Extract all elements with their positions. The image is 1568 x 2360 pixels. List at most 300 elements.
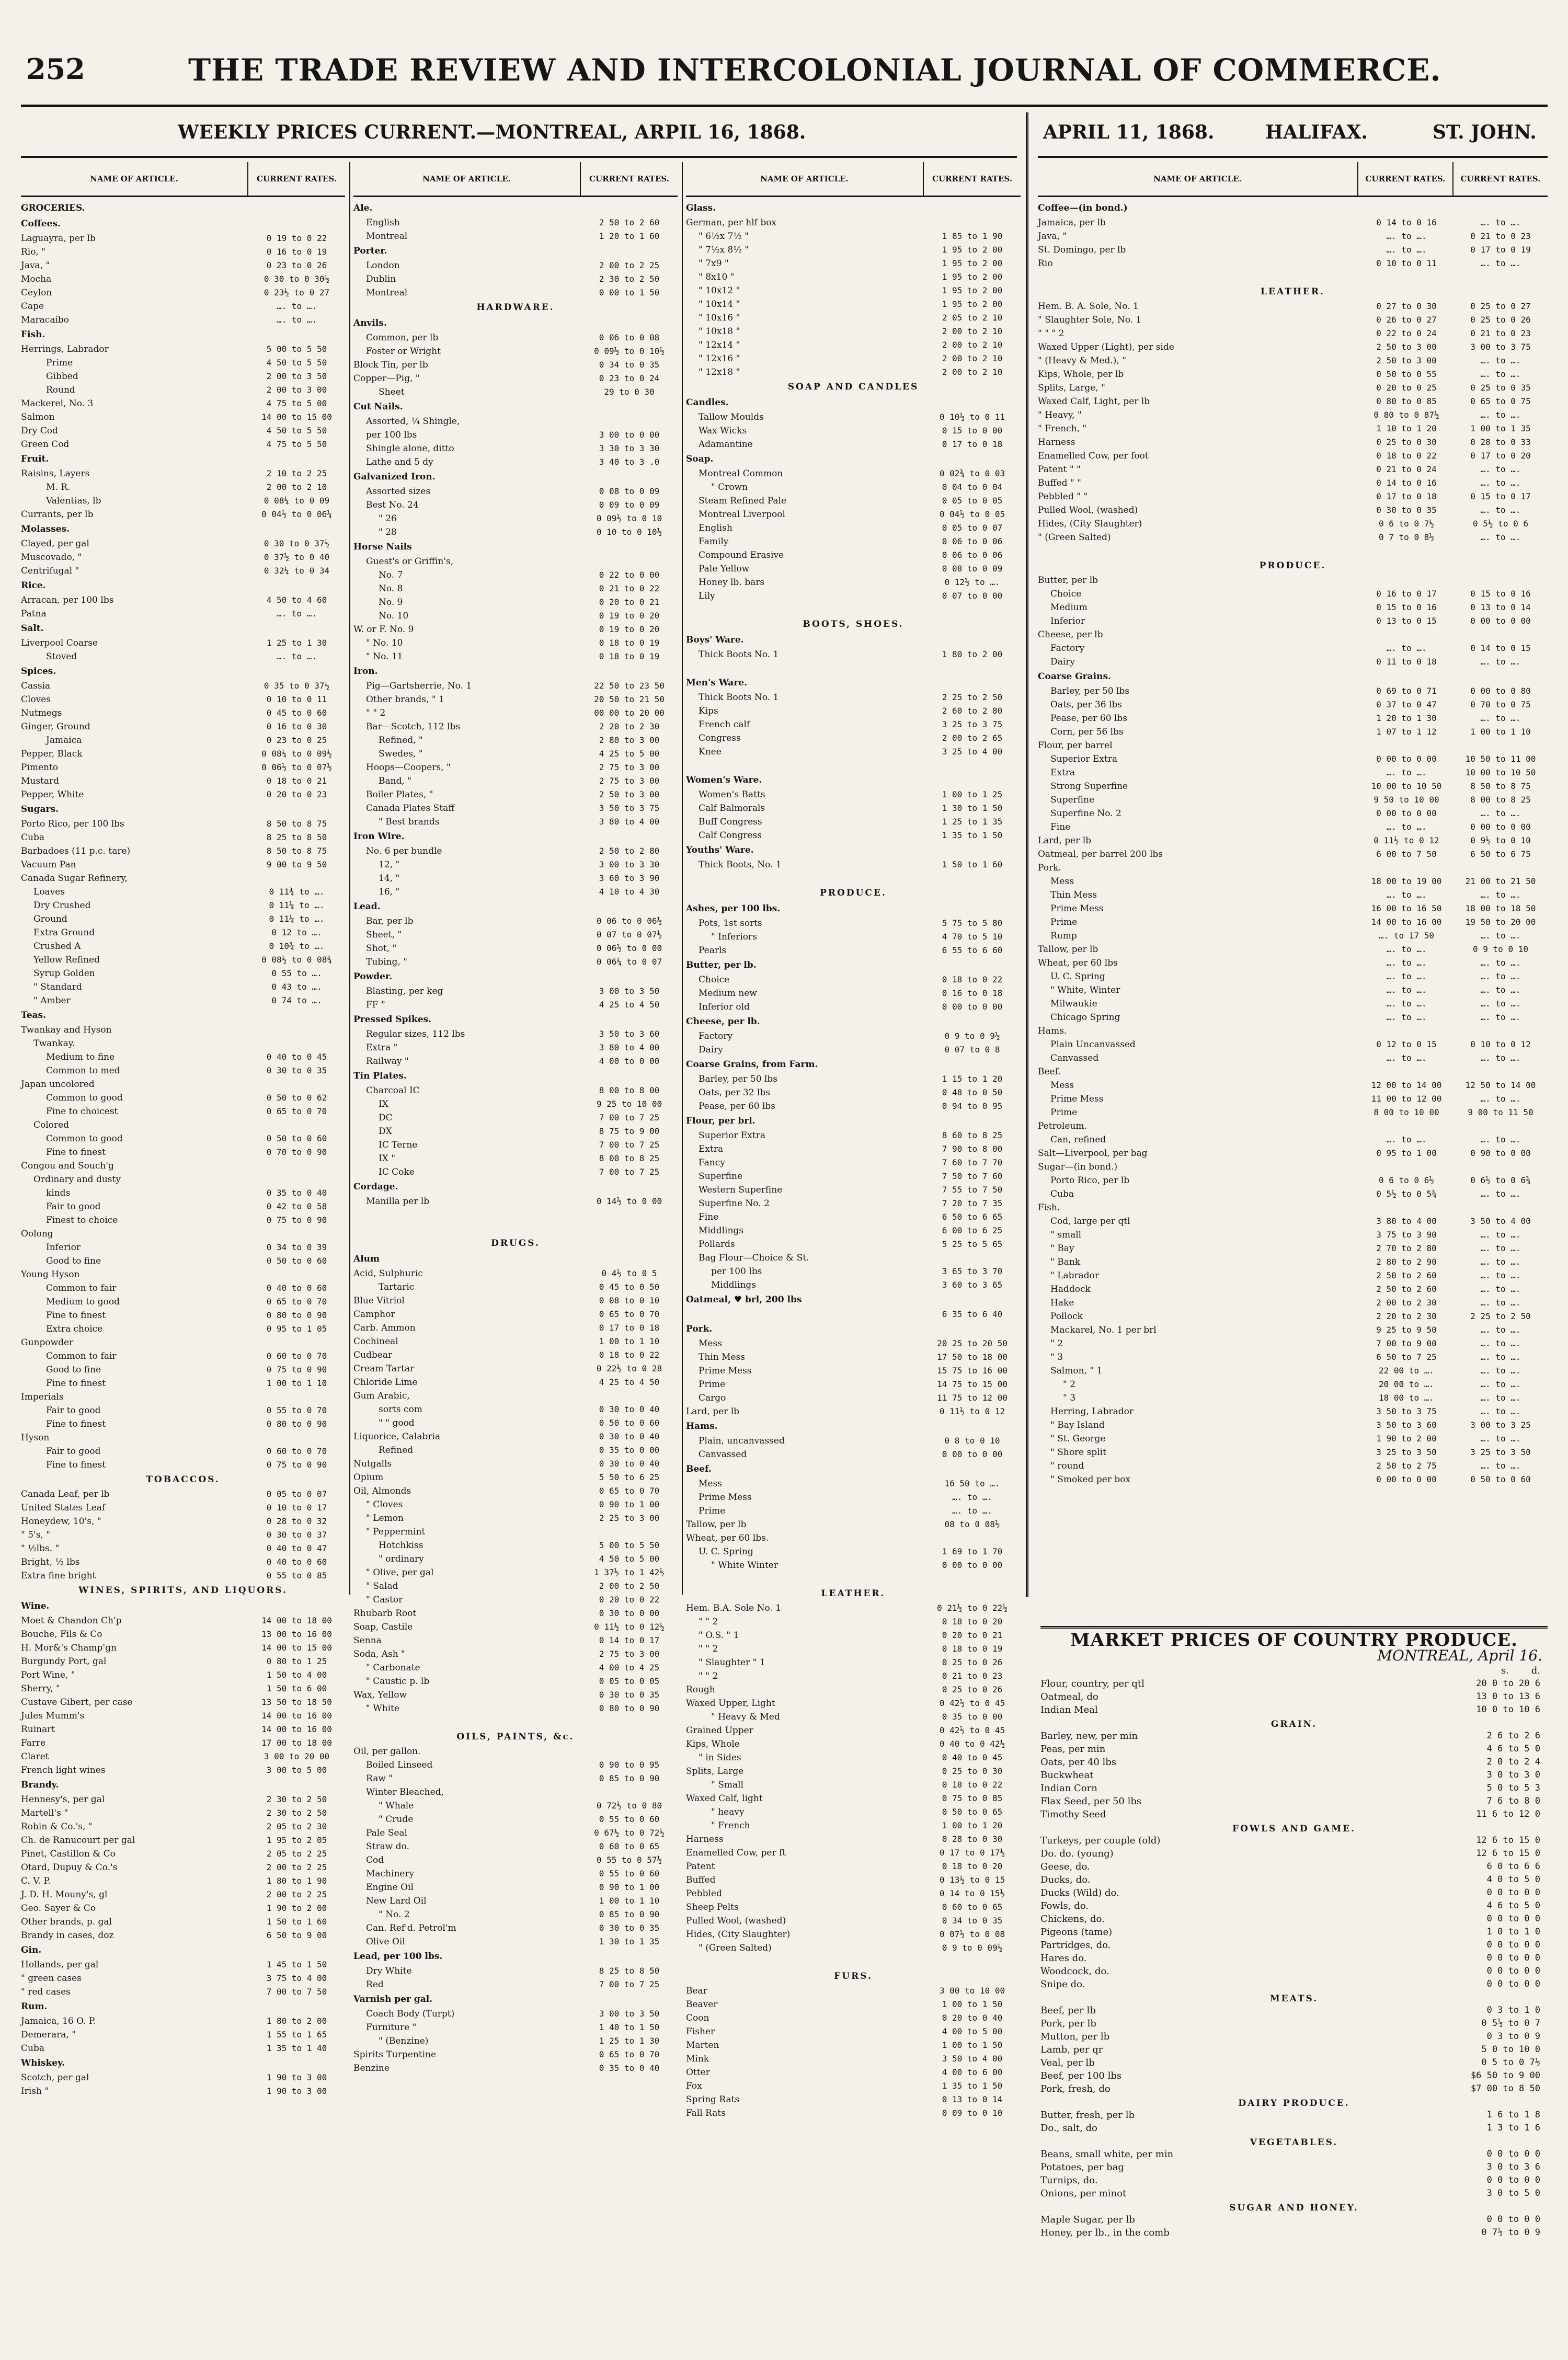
st-john-rate: …. to ….: [1480, 1366, 1521, 1376]
article-name: Barley, per 50 lbs: [699, 1074, 777, 1084]
current-rate: 0 50 to 0 60: [266, 1256, 327, 1266]
halifax-rate: 0 00 to 0 00: [1376, 808, 1437, 818]
current-rate: 4 10 to 4 30: [599, 887, 660, 897]
section-heading: Women's Ware.: [686, 775, 762, 785]
current-rate: 1 85 to 1 90: [942, 231, 1003, 241]
article-name: Lard, per lb: [1038, 835, 1092, 846]
current-rate: 0 42 to 0 58: [266, 1201, 327, 1211]
current-rate: 0 10 to 0 17: [266, 1503, 327, 1513]
price-row: [1038, 752, 1548, 766]
st-john-rate: …. to ….: [1480, 713, 1521, 723]
article-name: Pebbled " ": [1038, 491, 1088, 502]
article-name: Dry Crushed: [33, 900, 91, 911]
current-rate: 5 25 to 5 65: [942, 1239, 1003, 1249]
current-rate: 0 70 to 0 90: [266, 1147, 327, 1157]
article-name: " Whale: [379, 1801, 414, 1811]
st-john-rate: …. to ….: [1480, 1338, 1521, 1348]
price-row: [353, 1881, 678, 1894]
price-row: [353, 858, 678, 872]
article-name: " Amber: [33, 995, 71, 1006]
current-rate: 4 75 to 5 00: [266, 398, 327, 408]
current-rate: 0 55 to 0 60: [599, 1869, 660, 1878]
price-row: [686, 1792, 1021, 1805]
article-name: Irish ": [21, 2086, 49, 2096]
price-row: [353, 1084, 678, 1097]
price-row: [353, 2061, 678, 2075]
current-rate: 0 10 to 0 10½: [596, 527, 662, 537]
current-rate: 0 06½ to 0 07½: [261, 762, 332, 772]
article-name: W. or F. No. 9: [353, 624, 414, 635]
market-price-row: [1040, 2109, 1548, 2122]
price-row: [686, 1778, 1021, 1792]
article-name: Inferior: [46, 1242, 81, 1253]
article-name: Montreal: [366, 288, 408, 298]
article-name: " 10x18 ": [699, 326, 740, 337]
price-row: [353, 1607, 678, 1620]
price-row: [686, 973, 1021, 987]
price-row: [21, 1159, 345, 1173]
current-rate: 0 23 to 0 25: [266, 735, 327, 745]
current-rate: 0 32¼ to 0 34: [264, 566, 330, 576]
article-name: Acid, Sulphuric: [353, 1268, 423, 1279]
article-name: " (Heavy & Med.), ": [1038, 356, 1127, 366]
article-name: Grained Upper: [686, 1725, 753, 1736]
price-row: [686, 944, 1021, 957]
article-name: Can, refined: [1050, 1135, 1106, 1145]
price-row: [1038, 943, 1548, 956]
price-row: [21, 1750, 345, 1763]
price-row: [21, 1655, 345, 1668]
price-range: 2 0 to 2 4: [1486, 1757, 1540, 1767]
market-price-row: [1040, 1769, 1548, 1782]
current-rate: 0 45 to 0 50: [599, 1282, 660, 1292]
current-rate: 2 00 to 2 10: [942, 326, 1003, 336]
section-heading: OILS, PAINTS, &c.: [456, 1732, 575, 1742]
article-name: Herrings, Labrador: [21, 344, 109, 354]
current-rate: 0 37½ to 0 40: [264, 552, 330, 562]
article-name: " 12x14 ": [699, 340, 740, 350]
price-row: [1038, 449, 1548, 463]
article-name: Cuba: [1050, 1189, 1074, 1199]
current-rate: 0 55 to 0 70: [266, 1405, 327, 1415]
article-name: " White, Winter: [1050, 985, 1120, 995]
current-rate: 0 34 to 0 39: [266, 1242, 327, 1252]
article-name: Fine to choicest: [46, 1106, 118, 1117]
price-row: [686, 1337, 1021, 1350]
article-name: Corn, per 56 lbs: [1050, 727, 1124, 737]
price-row: [1038, 368, 1548, 381]
article-name: Mess: [699, 1338, 722, 1349]
article-name: " 10x16 ": [699, 313, 740, 323]
price-row: [21, 1078, 345, 1091]
price-row: [353, 928, 678, 942]
price-row: [1038, 1255, 1548, 1269]
article-name: Otter: [686, 2067, 710, 2078]
halifax-rate: 3 50 to 3 60: [1376, 1420, 1437, 1430]
current-rate: …. to ….: [952, 1492, 993, 1502]
name-header: NAME OF ARTICLE.: [90, 174, 178, 184]
article-name: Prime: [46, 358, 73, 368]
current-rate: 0 14 to 0 17: [599, 1635, 660, 1645]
article-name: Jamaica, 16 O. P.: [21, 2016, 96, 2026]
section-heading: Rum.: [21, 2001, 48, 2012]
st-john-rate: …. to ….: [1480, 464, 1521, 474]
article-name: " red cases: [21, 1987, 71, 1997]
st-john-rate: 1 00 to 1 35: [1470, 423, 1531, 433]
article-name: Milwaukie: [1050, 999, 1097, 1009]
section-heading: PRODUCE.: [820, 888, 887, 898]
article-name: Nutmegs: [21, 708, 62, 718]
article-name: Blue Vitriol: [353, 1296, 405, 1306]
article-name: Hides, (City Slaughter): [1038, 519, 1142, 529]
current-rate: 3 40 to 3 .0: [599, 457, 660, 467]
article-name: Young Hyson: [21, 1269, 80, 1280]
article-name: " " 2: [366, 708, 386, 718]
st-john-rate: 3 50 to 4 00: [1470, 1216, 1531, 1226]
price-row: [1038, 698, 1548, 712]
article-name: " 12x16 ": [699, 353, 740, 364]
halifax-rate: 0 00 to 0 00: [1376, 754, 1437, 764]
article-name: Buff Congress: [699, 817, 762, 827]
halifax-rate: 22 00 to ….: [1379, 1366, 1434, 1376]
article-name: Waxed Upper, Light: [686, 1698, 775, 1709]
price-row: [686, 691, 1021, 704]
price-row: [1038, 574, 1548, 587]
st-john-rate: 19 50 to 20 00: [1465, 917, 1536, 927]
price-row: [353, 1525, 678, 1539]
article-name: Good to fine: [46, 1365, 101, 1375]
price-row: [686, 548, 1021, 562]
st-john-rate: 0 5½ to 0 6: [1473, 519, 1528, 529]
price-range: $7 00 to 8 50: [1470, 2083, 1540, 2094]
halifax-rate: 0 26 to 0 27: [1376, 315, 1437, 325]
price-row: [686, 2025, 1021, 2038]
price-row: [1038, 463, 1548, 476]
current-rate: 0 07 to 0 07½: [596, 930, 662, 940]
halifax-rate: 3 75 to 3 90: [1376, 1230, 1437, 1240]
price-row: [353, 385, 678, 399]
article-name: Kips, Whole: [686, 1739, 740, 1749]
current-rate: 0 75 to 0 90: [266, 1215, 327, 1225]
section-heading: Brandy.: [21, 1780, 59, 1790]
price-row: [21, 1281, 345, 1295]
current-rate: 0 25 to 0 26: [942, 1685, 1003, 1694]
article-name: " O.S. " 1: [699, 1630, 739, 1641]
price-row: [1038, 807, 1548, 820]
price-row: [21, 1614, 345, 1628]
current-rate: 0 05 to 0 05: [942, 496, 1003, 506]
current-rate: 2 50 to 2 60: [599, 217, 660, 227]
price-row: [686, 2079, 1021, 2093]
price-row: [21, 1985, 345, 1999]
price-row: [21, 1542, 345, 1555]
current-rate: 4 00 to 5 00: [942, 2026, 1003, 2036]
halifax-rate: 0 11½ to 0 12: [1374, 835, 1439, 845]
article-name: Hares do.: [1040, 1953, 1087, 1964]
price-row: [1038, 956, 1548, 970]
article-name: Pebbled: [686, 1888, 722, 1899]
price-row: [686, 858, 1021, 872]
price-row: [686, 508, 1021, 521]
st-john-rate: 3 25 to 3 50: [1470, 1447, 1531, 1457]
article-name: " Shore split: [1050, 1447, 1106, 1458]
price-row: [686, 365, 1021, 379]
article-name: Gum Arabic,: [353, 1391, 410, 1401]
price-row: [353, 1758, 678, 1772]
current-rate: 0 10 to 0 11: [266, 694, 327, 704]
st-john-rate: 0 9 to 0 10: [1473, 944, 1528, 954]
price-range: 3 0 to 5 0: [1486, 2188, 1540, 2198]
article-name: " 8x10 ": [699, 272, 735, 282]
price-row: [686, 338, 1021, 352]
price-row: [1038, 1187, 1548, 1201]
article-name: Superfine No. 2: [699, 1198, 770, 1209]
current-rate: 1 95 to 2 00: [942, 258, 1003, 268]
current-rate: 0 30 to 0 37½: [264, 539, 330, 548]
price-row: [686, 352, 1021, 365]
current-rate: 3 00 to 3 50: [599, 2009, 660, 2019]
halifax-rate: 2 50 to 2 60: [1376, 1270, 1437, 1280]
current-rate: 0 05 to 0 07: [942, 523, 1003, 533]
article-name: Lamb, per qr: [1040, 2044, 1103, 2055]
article-name: Beef, per lb: [1040, 2005, 1096, 2016]
price-row: [353, 1416, 678, 1430]
current-rate: 0 21½ to 0 22½: [937, 1603, 1008, 1613]
price-row: [686, 1941, 1021, 1955]
price-row: [353, 1125, 678, 1138]
article-name: Salt—Liverpool, per bag: [1038, 1148, 1148, 1159]
price-row: [353, 555, 678, 568]
article-name: Mink: [686, 2054, 709, 2064]
price-row: [353, 1661, 678, 1675]
price-row: [353, 1498, 678, 1511]
current-rate: 2 80 to 3 00: [599, 735, 660, 745]
article-name: Hyson: [21, 1433, 50, 1443]
article-name: Buckwheat: [1040, 1770, 1094, 1781]
current-rate: 1 00 to 1 10: [599, 1336, 660, 1346]
halifax-rate: 20 00 to ….: [1379, 1379, 1434, 1389]
article-name: Cuba: [21, 832, 44, 843]
price-row: [21, 650, 345, 663]
article-name: Cargo: [699, 1393, 726, 1403]
current-rate: 7 60 to 7 70: [942, 1158, 1003, 1167]
price-row: [353, 955, 678, 969]
price-row: [21, 720, 345, 734]
article-name: Pulled Wool, (washed): [1038, 505, 1138, 515]
current-rate: 0 75 to 0 90: [266, 1365, 327, 1374]
current-rate: 3 75 to 4 00: [266, 1973, 327, 1983]
price-row: [1038, 422, 1548, 436]
article-name: Raw ": [366, 1773, 393, 1784]
section-heading: Salt.: [21, 623, 44, 634]
price-row: [21, 1037, 345, 1050]
current-rate: 0 28 to 0 30: [942, 1834, 1003, 1844]
st-john-rate: …. to ….: [1480, 1230, 1521, 1240]
current-rate: 1 30 to 1 50: [942, 803, 1003, 813]
section-heading: Coarse Grains.: [1038, 671, 1111, 682]
article-name: per 100 lbs: [366, 430, 417, 440]
article-name: Wax, Yellow: [353, 1690, 407, 1700]
section-heading: Coffees.: [21, 219, 61, 229]
article-name: Fine to finest: [46, 1147, 106, 1158]
current-rate: 1 69 to 1 70: [942, 1546, 1003, 1556]
article-name: Tallow, per lb: [1038, 944, 1098, 955]
article-name: Muscovado, ": [21, 552, 82, 563]
article-name: Thin Mess: [1050, 890, 1097, 900]
article-name: Ch. de Ranucourt per gal: [21, 1835, 135, 1846]
price-row: [353, 1620, 678, 1634]
current-rate: 0 04½ to 0 05: [939, 509, 1005, 519]
price-row: [353, 259, 678, 272]
price-row: [1038, 408, 1548, 422]
article-name: Refined, ": [379, 735, 423, 746]
price-row: [686, 1434, 1021, 1448]
article-name: Other brands, p. gal: [21, 1917, 112, 1927]
price-row: [21, 1268, 345, 1281]
section-heading: Boys' Ware.: [686, 635, 744, 645]
halifax-rate: 8 00 to 10 00: [1374, 1107, 1439, 1117]
article-name: Imperials: [21, 1392, 64, 1402]
price-row: [1038, 1092, 1548, 1106]
st-john-rate: 0 50 to 0 60: [1470, 1474, 1531, 1484]
halifax-rate: 0 00 to 0 00: [1376, 1474, 1437, 1484]
price-row: [353, 1539, 678, 1552]
price-row: [21, 551, 345, 564]
current-rate: 1 00 to 1 25: [942, 789, 1003, 799]
price-row: [686, 2093, 1021, 2106]
price-row: [353, 747, 678, 761]
section-heading: FURS.: [834, 1971, 873, 1981]
article-name: Martell's ": [21, 1808, 68, 1818]
price-row: [1038, 655, 1548, 669]
section-heading: Flour, per brl.: [686, 1116, 756, 1126]
article-name: " Crude: [379, 1814, 414, 1825]
section-heading: Ashes, per 100 lbs.: [686, 903, 781, 914]
current-rate: 0 22 to 0 00: [599, 570, 660, 580]
price-row: [686, 1086, 1021, 1099]
current-rate: 3 50 to 3 75: [599, 803, 660, 813]
article-name: Prime: [1050, 917, 1078, 927]
section-heading: WINES, SPIRITS, AND LIQUORS.: [78, 1585, 288, 1596]
current-rate: 0 55 to ….: [271, 968, 322, 978]
current-rate: 0 11¾ to ….: [269, 887, 325, 897]
section-heading: Wine.: [21, 1601, 50, 1611]
halifax-rate: 2 50 to 3 00: [1376, 342, 1437, 352]
price-row: [353, 415, 678, 428]
price-row: [686, 1210, 1021, 1224]
article-name: Congress: [699, 733, 741, 743]
article-name: Oatmeal, per barrel 200 lbs: [1038, 849, 1163, 860]
article-name: " green cases: [21, 1973, 82, 1984]
st-john-title: ST. JOHN.: [1433, 121, 1537, 143]
article-name: Ruinart: [21, 1724, 55, 1735]
article-name: " Crown: [711, 482, 748, 492]
article-name: Congou and Souch'g: [21, 1161, 114, 1171]
article-name: Flour, country, per qtl: [1040, 1678, 1144, 1689]
article-name: Cape: [21, 301, 44, 312]
current-rate: 6 50 to 6 65: [942, 1212, 1003, 1222]
price-row: [686, 648, 1021, 661]
st-john-rate: 10 00 to 10 50: [1465, 767, 1536, 777]
price-row: [353, 358, 678, 372]
price-row: [353, 286, 678, 300]
article-name: Assorted, ¼ Shingle,: [366, 416, 460, 427]
price-row: [353, 1799, 678, 1813]
current-rate: 0 75 to 0 90: [266, 1460, 327, 1470]
halifax-rate: 0 95 to 1 00: [1376, 1148, 1437, 1158]
market-price-row: [1040, 2161, 1548, 2174]
article-name: Mackarel, No. 1 per brl: [1050, 1325, 1157, 1335]
price-row: [353, 1853, 678, 1867]
halifax-rate: 12 00 to 14 00: [1371, 1080, 1442, 1090]
article-name: Colored: [33, 1120, 69, 1130]
price-row: [353, 885, 678, 899]
price-row: [21, 1874, 345, 1888]
price-row: [686, 1846, 1021, 1860]
price-row: [21, 1213, 345, 1227]
price-row: [21, 994, 345, 1007]
article-name: Winter Bleached,: [366, 1787, 444, 1797]
article-name: Cod: [366, 1855, 384, 1865]
price-row: [686, 916, 1021, 930]
current-rate: 0 42½ to 0 45: [939, 1698, 1005, 1708]
price-row: [686, 1251, 1021, 1265]
current-rate: 0 35 to 0 37½: [264, 681, 330, 691]
price-row: [686, 1364, 1021, 1378]
price-row: [21, 1641, 345, 1655]
name-header: NAME OF ARTICLE.: [1153, 174, 1242, 184]
current-rate: 0 08 to 0 09: [599, 486, 660, 496]
price-range: 0 0 to 0 0: [1486, 1966, 1540, 1976]
article-name: " 10x12 ": [699, 285, 740, 296]
article-name: Hotchkiss: [379, 1540, 424, 1551]
article-name: Barbadoes (11 p.c. tare): [21, 846, 131, 856]
article-name: Common, per lb: [366, 333, 439, 343]
st-john-rate: …. to ….: [1480, 1257, 1521, 1267]
current-rate: 0 35 to 0 00: [599, 1445, 660, 1455]
current-rate: 1 50 to 1 60: [266, 1917, 327, 1927]
current-rate: 3 00 to 10 00: [939, 1986, 1005, 1996]
article-name: Middlings: [699, 1225, 744, 1236]
halifax-rate: …. to ….: [1386, 999, 1427, 1009]
article-name: Benzine: [353, 2063, 390, 2073]
current-rate: 3 00 to 0 00: [599, 430, 660, 440]
current-rate: 3 00 to 20 00: [264, 1751, 330, 1761]
article-name: Kips, Whole, per lb: [1038, 369, 1124, 380]
article-name: Claret: [21, 1751, 49, 1762]
price-row: [353, 1152, 678, 1165]
article-name: No. 10: [379, 611, 409, 621]
article-name: Thick Boots No. 1: [699, 692, 779, 703]
article-name: Java, ": [21, 260, 50, 271]
article-name: Do. do. (young): [1040, 1848, 1114, 1859]
price-range: 0 0 to 0 0: [1486, 2175, 1540, 2185]
price-row: [353, 1840, 678, 1853]
halifax-rate: 7 00 to 9 00: [1376, 1338, 1437, 1348]
price-row: [1038, 490, 1548, 503]
article-name: Thick Boots, No. 1: [699, 860, 782, 870]
article-name: Montreal Common: [699, 468, 783, 479]
price-row: [353, 512, 678, 525]
price-row: [353, 1376, 678, 1389]
price-row: [353, 1511, 678, 1525]
current-rate: 0 18 to 0 20: [942, 1617, 1003, 1626]
halifax-rate: 0 14 to 0 16: [1376, 217, 1437, 227]
current-rate: 0 30 to 0 00: [599, 1608, 660, 1618]
price-row: [21, 706, 345, 720]
current-rate: 0 90 to 1 00: [599, 1499, 660, 1509]
article-name: Boiler Plates, ": [366, 789, 433, 800]
